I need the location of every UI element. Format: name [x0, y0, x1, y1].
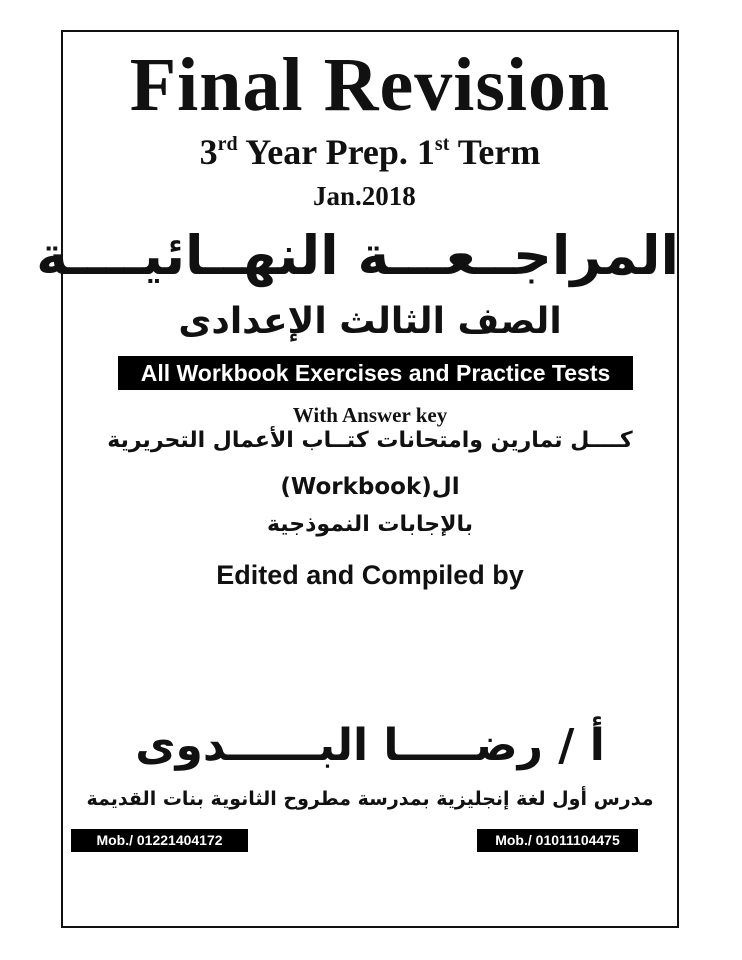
teacher-description: مدرس أول لغة إنجليزية بمدرسة مطروح الثانوية بنات القديمة	[86, 788, 654, 810]
arabic-grade-subtitle: الصف الثالث الإعدادى	[178, 301, 562, 342]
workbook-line: ال(Workbook)	[280, 474, 460, 500]
year-text: Year Prep. 1	[237, 132, 435, 172]
arabic-answers-line: بالإجابات النموذجية	[266, 512, 474, 537]
contents-banner: All Workbook Exercises and Practice Tests	[118, 356, 633, 390]
term-suffix: st	[434, 133, 450, 155]
date-label: Jan.2018	[313, 181, 416, 211]
signature-name-logo	[96, 600, 666, 692]
grade-term-subtitle	[61, 130, 679, 174]
arabic-title: المراجــعـــة النهــائيــــة	[36, 224, 679, 287]
mobile-number-right: Mob./ 01011104475	[477, 829, 638, 852]
arabic-teacher-name: أ / رضـــــا البــــــدوى	[135, 720, 605, 771]
arabic-exercises-line: كــــل تمارين وامتحانات كتــاب الأعمال التحريرية	[107, 428, 633, 453]
year-number: 3	[199, 132, 218, 172]
mobile-number-left: Mob./ 01221404172	[71, 829, 248, 852]
edited-by-label: Edited and Compiled by	[216, 560, 524, 590]
answer-key-label: With Answer key	[292, 403, 448, 427]
main-title: Final Revision	[129, 43, 611, 127]
year-suffix: rd	[217, 133, 238, 155]
term-text: Term	[449, 132, 541, 172]
